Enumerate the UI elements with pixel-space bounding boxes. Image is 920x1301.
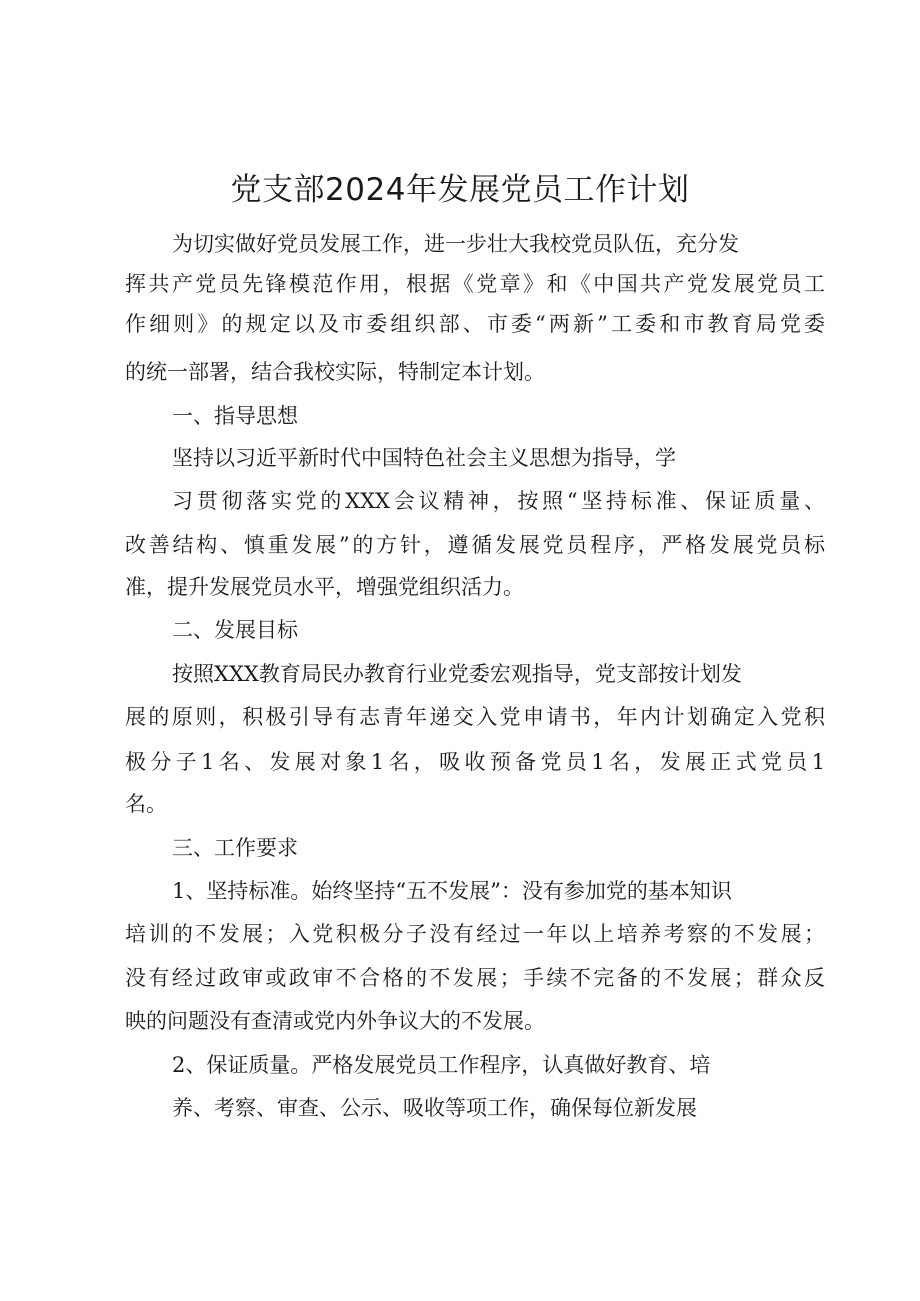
paragraph-line: 极分子1名、发展对象1名，吸收预备党员1名，发展正式党员1: [125, 750, 825, 774]
paragraph-line: 没有经过政审或政审不合格的不发展；手续不完备的不发展；群众反: [125, 966, 825, 990]
paragraph-line: 养、考察、审查、公示、吸收等项工作，确保每位新发展: [172, 1096, 697, 1120]
paragraph-line: 为切实做好党员发展工作，进一步壮大我校党员队伍，充分发: [172, 232, 739, 256]
section-heading-development-goal: 二、发展目标: [172, 618, 298, 642]
paragraph-line: 名。: [125, 792, 167, 816]
paragraph-line: 展的原则，积极引导有志青年递交入党申请书，年内计划确定入党积: [125, 705, 825, 729]
document-title: 党支部2024年发展党员工作计划: [230, 172, 690, 208]
paragraph-line: 挥共产党员先锋模范作用，根据《党章》和《中国共产党发展党员工: [125, 272, 825, 296]
paragraph-line: 的统一部署，结合我校实际，特制定本计划。: [125, 360, 545, 384]
paragraph-line: 坚持以习近平新时代中国特色社会主义思想为指导，学: [172, 446, 676, 470]
paragraph-line: 1、坚持标准。始终坚持“五不发展”：没有参加党的基本知识: [172, 879, 732, 903]
paragraph-line: 习贯彻落实党的XXX会议精神，按照“坚持标准、保证质量、: [172, 489, 825, 513]
paragraph-line: 2、保证质量。严格发展党员工作程序，认真做好教育、培: [172, 1053, 711, 1077]
section-heading-work-requirements: 三、工作要求: [172, 836, 298, 860]
paragraph-line: 映的问题没有查清或党内外争议大的不发展。: [125, 1009, 545, 1033]
paragraph-line: 改善结构、慎重发展”的方针，遵循发展党员程序，严格发展党员标: [125, 533, 825, 557]
section-heading-guiding-thought: 一、指导思想: [172, 404, 298, 428]
paragraph-line: 培训的不发展；入党积极分子没有经过一年以上培养考察的不发展；: [125, 922, 825, 946]
paragraph-line: 作细则》的规定以及市委组织部、市委“两新”工委和市教育局党委: [125, 312, 825, 336]
paragraph-line: 按照XXX教育局民办教育行业党委宏观指导，党支部按计划发: [172, 662, 742, 686]
paragraph-line: 准，提升发展党员水平，增强党组织活力。: [125, 575, 524, 599]
